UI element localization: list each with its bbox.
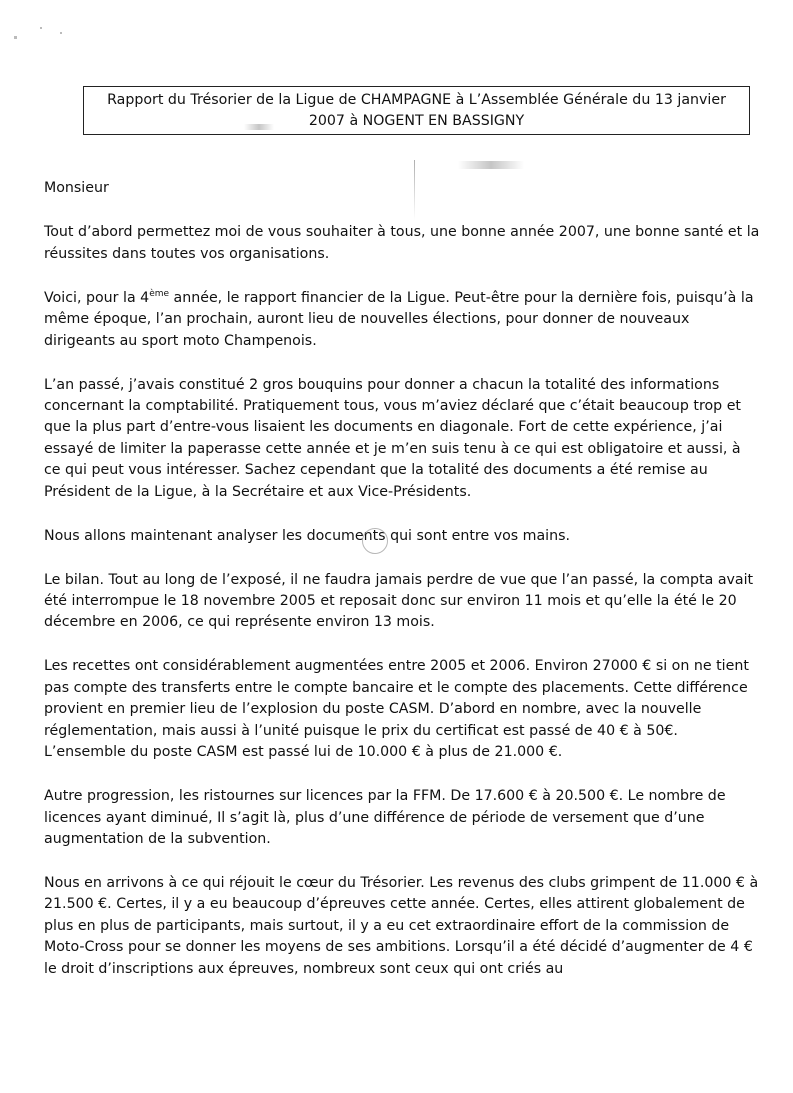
paragraph-wishes: Tout d’abord permettez moi de vous souhaiter à tous, une bonne année 2007, une bonne santé et la réussites dans toutes vos organisations.: [44, 224, 760, 262]
paragraph-intro: [44, 288, 760, 352]
scan-speck: [60, 32, 62, 34]
paragraph-intro-rest: année, le rapport financier de la Ligue. Peut-être pour la dernière fois, puisqu’à la même époque, l’an prochain, auront lieu de nouvelles élections, pour donner de nouveaux dirigeants au sport moto Champenois.: [44, 289, 754, 349]
paragraph-intro-start: Voici, pour la 4: [44, 289, 150, 306]
letter-body: [44, 178, 760, 1003]
paragraph-intro-superscript: ème: [149, 288, 170, 299]
paragraph-documents: L’an passé, j’avais constitué 2 gros bouquins pour donner a chacun la totalité des informations concernant la comptabilité. Pratiquement tous, vous m’aviez déclaré que c’était beaucoup trop et que la plus part d’entre-vous lisaient les documents en diagonale. Fort de cette expérience, j’ai essayé de limiter la paperasse cette année et je m’en suis tenu à ce qui est obligatoire et aussi, à ce qui peut vous intéresser. Sachez cependant que la totalité des documents a été remise au Président de la Ligue, à la Secrétaire et aux Vice-Présidents.: [44, 376, 741, 500]
faint-stamp-mark: [362, 528, 388, 554]
scan-smudge: [244, 124, 274, 130]
scan-speck: [14, 36, 17, 39]
paragraph-balance: Le bilan. Tout au long de l’exposé, il ne faudra jamais perdre de vue que l’an passé, la compta avait été interrompue le 18 novembre 2005 et reposait donc sur environ 11 mois et qu’elle la été le 20 décembre en 2006, ce qui représente environ 13 mois.: [44, 571, 754, 631]
paragraph-clubs: Nous en arrivons à ce qui réjouit le cœur du Trésorier. Les revenus des clubs grimpent de 11.000 € à 21.500 €. Certes, il y a eu beaucoup d’épreuves cette année. Certes, elles attirent globalement de plus en plus de participants, mais surtout, il y a eu cet extraordinaire effort de la commission de Moto-Cross pour se donner les moyens de ses ambitions. Lorsqu’il a été décidé d’augmenter de 4 € le droit d’inscriptions aux épreuves, nombreux sont ceux qui ont criés au: [44, 874, 759, 977]
greeting: Monsieur: [44, 180, 109, 196]
paragraph-licences: Autre progression, les ristournes sur licences par la FFM. De 17.600 € à 20.500 €. Le nombre de licences ayant diminué, Il s’agit là, plus d’une différence de période de versement que d’une augmentation de la subvention.: [44, 788, 726, 847]
paragraph-revenue: Les recettes ont considérablement augmentées entre 2005 et 2006. Environ 27000 € si on ne tient pas compte des transferts entre le compte bancaire et le compte des placements. Cette différence provient en premier lieu de l’explosion du poste CASM. D’abord en nombre, avec la nouvelle réglementation, mais aussi à l’unité puisque le prix du certificat est passé de 40 € à 50€. L’ensemble du poste CASM est passé lui de 10.000 € à plus de 21.000 €.: [44, 658, 749, 761]
report-title-line-2: 2007 à NOGENT EN BASSIGNY: [308, 113, 525, 129]
scan-speck: [40, 27, 42, 29]
report-title-box: [83, 86, 750, 135]
scan-smudge: [458, 161, 524, 169]
report-title-line-1: Rapport du Trésorier de la Ligue de CHAMPAGNE à L’Assemblée Générale du 13 janvier: [107, 92, 726, 108]
paragraph-analysis: Nous allons maintenant analyser les documents qui sont entre vos mains.: [44, 527, 571, 544]
